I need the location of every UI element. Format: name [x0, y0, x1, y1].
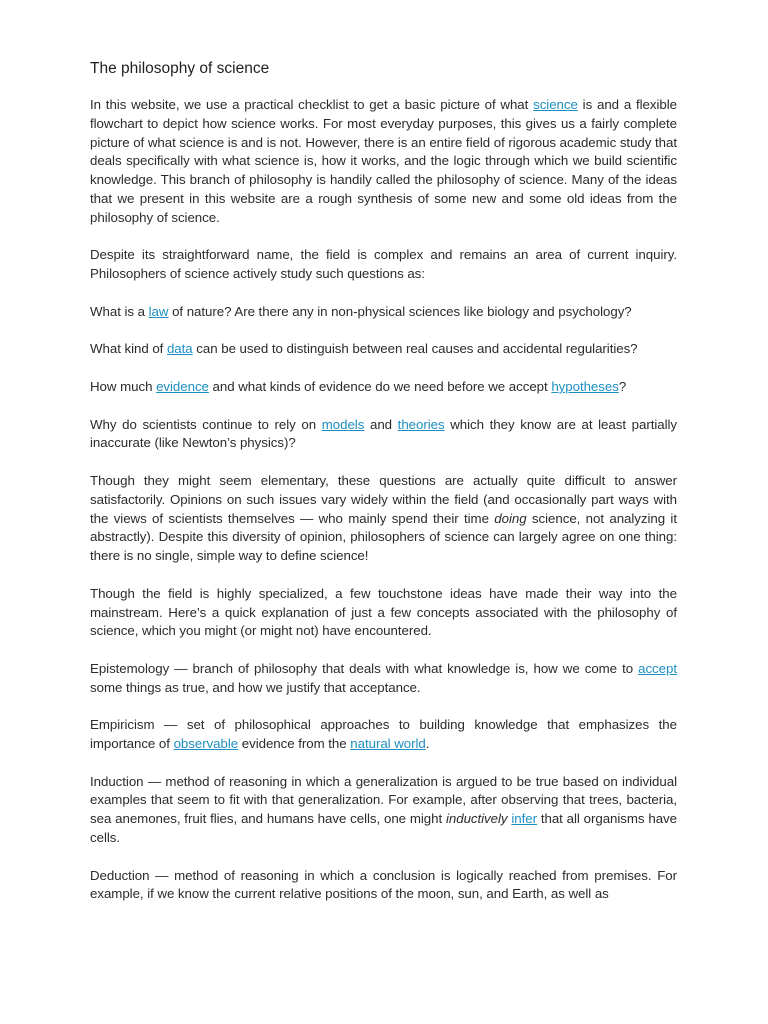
paragraph-text: which they know are at least partially inaccurate (like Newton’s physics)? — [90, 416, 677, 451]
paragraph-text: and — [364, 416, 398, 432]
document-page — [90, 58, 677, 923]
paragraph-text: Epistemology — branch of philosophy that deals with what knowledge is, how we come to — [90, 660, 639, 676]
paragraph — [90, 867, 677, 905]
paragraph — [90, 660, 677, 698]
paragraph — [90, 303, 677, 322]
paragraph — [90, 96, 677, 228]
link-natural-world[interactable]: natural world — [350, 736, 426, 752]
paragraph-text: is and a flexible flowchart to depict how science works. For most everyday purposes, this gives us a fairly complete picture of what science is and is not. However, there is an entire field of rigorous academic study that deals specifically with what science is, how it works, and the logic through which we build scientific knowledge. This branch of philosophy is handily called the philosophy of science. Many of the ideas that we present in this website are a rough synthesis of some new and some old ideas from the philosophy of science. — [90, 97, 677, 225]
paragraph-text: In this website, we use a practical checklist to get a basic picture of what — [90, 97, 534, 112]
paragraph-text: Empiricism — set of philosophical approaches to building knowledge that emphasizes the importance of — [90, 717, 677, 752]
paragraph — [90, 378, 677, 397]
paragraph — [90, 340, 677, 359]
paragraph-text: and what kinds of evidence do we need before we accept — [208, 378, 552, 394]
paragraph-text: What kind of — [90, 341, 167, 357]
emphasis-text: doing — [494, 510, 527, 526]
paragraph — [90, 246, 677, 284]
link-evidence[interactable]: evidence — [156, 378, 209, 394]
link-hypotheses[interactable]: hypotheses — [551, 378, 619, 394]
page-title: The philosophy of science — [90, 60, 270, 77]
paragraph-text: ? — [618, 378, 627, 394]
paragraph-text: some things as true, and how we justify that acceptance. — [90, 679, 421, 695]
paragraph-text: that all organisms have cells. — [90, 811, 677, 846]
link-law[interactable]: law — [148, 303, 169, 319]
paragraph — [90, 585, 677, 641]
link-models[interactable]: models — [321, 416, 365, 432]
link-observable[interactable]: observable — [173, 736, 239, 752]
paragraph-text: How much — [90, 378, 157, 394]
link-accept[interactable]: accept — [638, 660, 677, 676]
paragraph-text: Though the field is highly specialized, a few touchstone ideas have made their way into the mainstream. Here’s a quick explanation of just a few concepts associated with the philosophy of science, which you might (or might not) have encountered. — [90, 585, 677, 639]
paragraph-text: of nature? Are there any in non-physical sciences like biology and psychology? — [168, 303, 632, 319]
link-data[interactable]: data — [166, 341, 193, 357]
paragraph-text: evidence from the — [238, 736, 351, 752]
paragraph — [90, 716, 677, 754]
paragraph-text: What is a — [90, 303, 149, 319]
paragraph-text: Why do scientists continue to rely on — [90, 416, 322, 432]
paragraph-text: Though they might seem elementary, these questions are actually quite difficult to answer satisfactorily. Opinions on such issues vary widely within the field (and occasionally part ways with the views of scientists themselves — who mainly spend their time — [90, 472, 677, 526]
paragraph — [90, 472, 677, 566]
paragraph-text: . — [425, 736, 430, 752]
paragraph-text: Induction — method of reasoning in which a generalization is argued to be true based on individual examples that seem to fit with that generalization. For example, after observing that trees, bacteria, sea anemones, fruit flies, and humans have cells, one might — [90, 773, 677, 827]
paragraph-text: can be used to distinguish between real causes and accidental regularities? — [192, 341, 638, 357]
link-infer[interactable]: infer — [511, 811, 537, 827]
link-theories[interactable]: theories — [397, 416, 445, 432]
paragraph-text: Despite its straightforward name, the field is complex and remains an area of current inquiry. Philosophers of science actively study such questions as: — [90, 247, 677, 282]
paragraph — [90, 773, 677, 848]
document-body — [90, 96, 677, 904]
link-science[interactable]: science — [533, 97, 578, 112]
emphasis-text: inductively — [445, 811, 508, 827]
paragraph-text: Deduction — method of reasoning in which a conclusion is logically reached from premises. For example, if we know the current relative positions of the moon, sun, and Earth, as well as — [90, 867, 677, 902]
paragraph-text: science, not analyzing it abstractly). Despite this diversity of opinion, philosophers of science can largely agree on one thing: there is no single, simple way to define science! — [90, 510, 677, 564]
paragraph — [90, 416, 677, 454]
